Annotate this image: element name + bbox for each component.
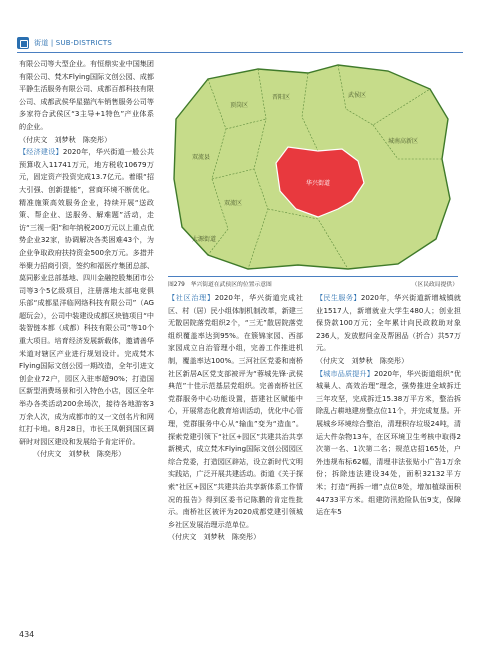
section-tag-economy: 【经济建设】 [19,147,63,157]
map-label: 武侯区 [348,92,367,99]
map-label: 双流县 [192,154,211,161]
column-left [19,58,154,461]
urban-quality-body: 2020年，华兴街道组织“优城巢人、高效治理”理念，强势推进全域拆迁三年攻坚，完成拆迁15.38万平方米，整治拆除乱占耕地建房整点位11个，并完成复垦。开展城乡环境综合整治，清理积存垃圾24吨，清运大件杂物13车，在区环境卫生考核中取得2次第一名、1次第二名；规范店招165处，户外违规布标62幅，清埋非法张贴小广告1万余份；拆除违法建设34处，面积32132平方米；打造“两拆一增”点位8处，增加植绿面积44733平方米。组建防汛抢险队伍9支，保障运在车5 [316,368,461,517]
caption-rule [168,276,458,277]
author-line: （付庆文 刘梦秋 陈奕彤） [168,532,261,542]
map-label: 大源街道 [192,236,217,243]
column-middle [168,292,303,544]
map-label: 双流区 [224,200,243,207]
section-tag-urban-quality: 【城市品质提升】 [316,368,374,378]
page-header [17,36,112,50]
livelihood-body: 2020年，华兴街道新增城镇就业1517人，新增就业大学生480人；创业担保贷款100万元；全年累计向民政救助对象236人，发放慰问金及帮困品（折合）共57万元。 [316,293,462,353]
section-book-icon [17,37,29,49]
map-caption [168,279,458,288]
map-highlight-label: 华兴街道 [306,180,331,187]
caption-title: 图279 华兴街道在武侯区的位置示意图 [168,282,272,288]
author-line: （付庆文 刘梦秋 陈奕彤） [316,355,409,365]
column-right [316,292,461,519]
section-tag-livelihood: 【民生服务】 [316,293,361,302]
economy-paragraph [19,146,154,448]
map-label: 晋阳区 [272,94,291,101]
urban-quality-paragraph [316,368,461,519]
header-title: 街道 | SUB-DISTRICTS [34,39,113,47]
page-number: 434 [19,630,35,639]
intro-paragraph: 有限公司等大型企业。有恒鼎实业中国集团有限公司、梵木Flying国际文创公园、成都平静生活服务有限公司、成都百都科技有限公司、成都武侯华星猫汽车销售服务公司等多家符合武侯区“3主导+1特色”产业体系的企业。 [19,59,154,131]
livelihood-paragraph [316,292,461,355]
governance-paragraph [168,292,303,531]
author-line: （付庆文 刘梦秋 陈奕彤） [33,449,126,459]
governance-body: 2020年，华兴街道完成社区、村（居）民小组体制机制改革，新建三无散居院落党组织2个，“三无”散居院落党组织覆盖率达到95%。在簇锦家园、西部家园成立自治管理小组，完善工作推进机制，覆盖率达100%。三河社区党委和南桥社区新居A区党支部被评为“蓉城先锋·武侯典范”十佳示范基层党组织。完善南桥社区党群服务中心功能设置，搭建社区赋能中心，开展常态化教育培训活动，优化中心管理，党群服务中心从“输血”变为“造血”。探索党建引领下“社区+园区”共建共治共享新模式，成立梵木Flying国际文创公园园区综合党委，打造园区辟站，设立新时代文明实践站，广泛开展共建活动。街道《关于探索“社区+园区”共建共治共享新体系工作情况的报告》得到区委书记陈鹏的肯定性批示。南桥社区被评为2020成都党建引领城乡社区发展治理示范单位。 [168,293,303,529]
district-map [168,59,458,274]
economy-body: 2020年，华兴街道一般公共预算收入11741万元，地方税收10679万元，固定资产投资完成13.7亿元。着眼“招大引强、创新提能”，营商环境不断优化。精准施策高效服务企业，持续开展“送政策、帮企业、送服务、解难题”活动，走访“三视一阳”和年纳税200万元以上重点优势企业32家，协调解决各类困难43个，为企业争取政府扶持资金500余万元。多措并举聚力招商引资，签约和福医疗集团总部、莫同影业总部基地、四川金融控股集团市公司等3个5亿级项目，注册落地太部电竞俱乐部“成都星洋临网络科技有限公司”（AG超玩会），公司中装建设成都区块链项目“中装智链本都（成都）科技有限公司”等10个重大项目。培育经济发展新载体，邀请善华米道对辖区产业进行规划设计。完成梵木Flying国际文创公园一期改造，全年引进文创企业72户，园区入驻率超90%；打造国区新型消费场景和引入特色小店，园区全年举办各类活动200余场次，接待各地游客3万余人次，成为成都市的又一文创名片和网红打卡地。8月28日，市长王凤朝到国区调研时对园区建设和发展给予肯定评价。 [19,147,154,446]
header-rule [17,52,463,53]
section-tag-governance: 【社区治理】 [168,293,215,302]
caption-credit: （区民政局提供） [411,282,458,288]
map-label: 顶岗区 [230,102,249,109]
map-label: 城南高新区 [388,138,419,145]
author-line: （付庆文 刘梦秋 陈奕彤） [19,134,112,144]
